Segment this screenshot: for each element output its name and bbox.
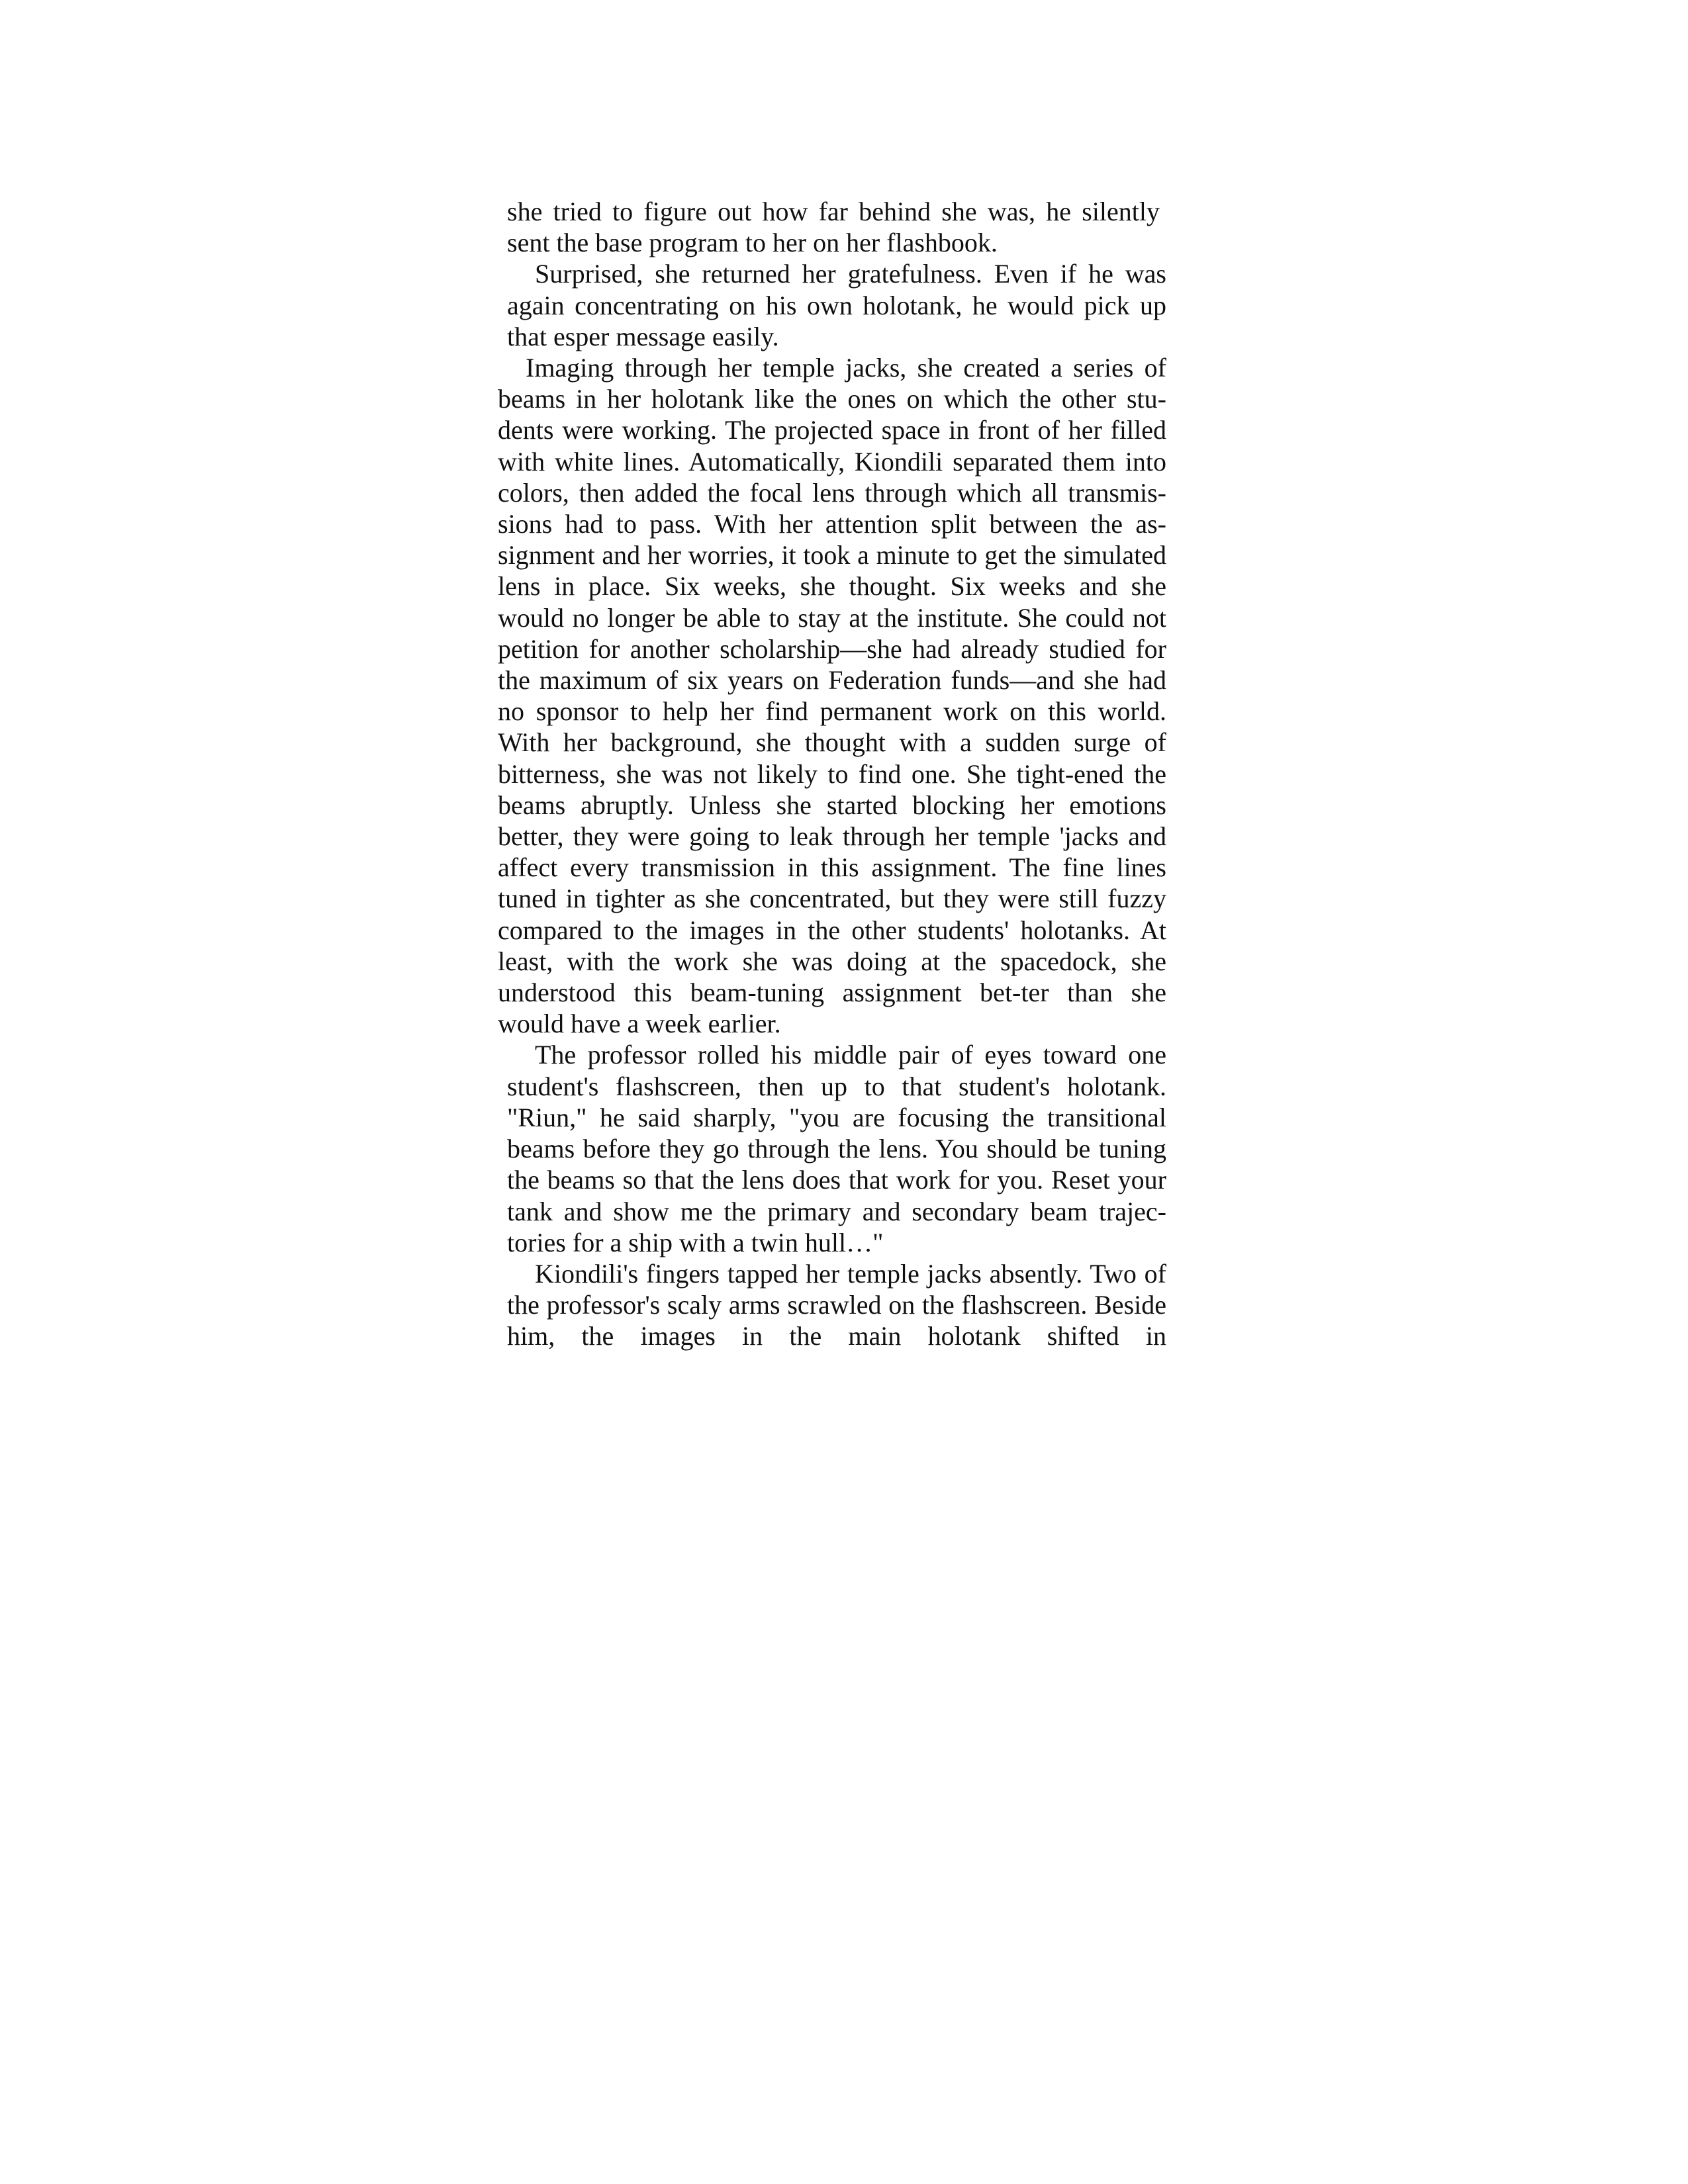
paragraph-1: she tried to figure out how far behind she was, he silently sent the base program to her on her flashbook. xyxy=(507,197,1160,258)
paragraph-4: The professor rolled his middle pair of eyes toward one student's flashscreen, then up to that student's holotank. "Riun," he said sharply, "you are focusing the transitional beams before they go through the lens. You should be tuning the beams so that the lens does that work for you. Reset your tank and show me the primary and secondary beam trajec-tories for a ship with a twin hull…" xyxy=(507,1040,1166,1257)
paragraph-3: Imaging through her temple jacks, she created a series of beams in her holotank like the ones on which the other stu-dents were working. The projected space in front of her filled with white lines. Automatically, Kiondili separated them into colors, then added the focal lens through which all transmis-sions had to pass. With her attention split between the as-signment and her worries, it took a minute to get the simulated lens in place. Six weeks, she thought. Six weeks and she would no longer be able to stay at the institute. She could not petition for another scholarship—she had already studied for the maximum of six years on Federation funds—and she had no sponsor to help her find permanent work on this world. With her background, she thought with a sudden surge of bitterness, she was not likely to find one. She tight-ened the beams abruptly. Unless she started blocking her emotions better, they were going to leak through her temple 'jacks and affect every transmission in this assignment. The fine lines tuned in tighter as she concentrated, but they were still fuzzy compared to the images in the other students' holotanks. At least, with the work she was doing at the spacedock, she understood this beam-tuning assignment bet-ter than she would have a week earlier. xyxy=(498,353,1166,1039)
paragraph-5: Kiondili's fingers tapped her temple jacks absently. Two of the professor's scaly arms scrawled on the flashscreen. Beside him, the images in the main holotank shifted in xyxy=(507,1258,1166,1351)
body-text xyxy=(498,196,1166,1352)
paragraph-2: Surprised, she returned her gratefulness. Even if he was again concentrating on his own holotank, he would pick up that esper message easily. xyxy=(507,259,1166,351)
